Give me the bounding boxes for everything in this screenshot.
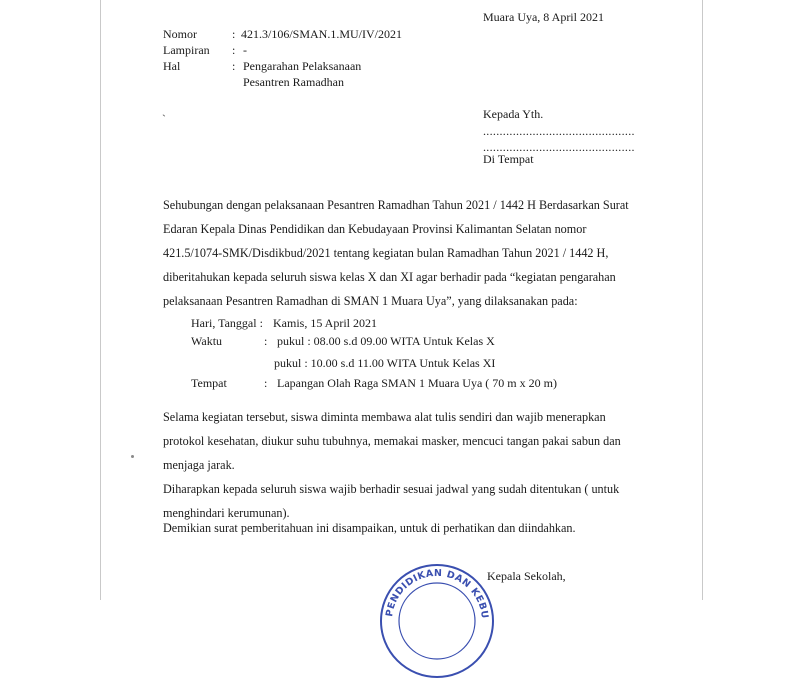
header-label-nomor: Nomor bbox=[163, 27, 197, 41]
schedule-time-1: pukul : 08.00 s.d 09.00 WITA Untuk Kelas X bbox=[277, 334, 495, 348]
body1-line: Sehubungan dengan pelaksanaan Pesantren Ramadhan Tahun 2021 / 1442 H Berdasarkan Surat bbox=[163, 198, 629, 212]
recipient-place: Di Tempat bbox=[483, 152, 534, 166]
recipient-dots-1: .............................................. bbox=[483, 124, 635, 138]
place-date: Muara Uya, 8 April 2021 bbox=[483, 10, 604, 24]
recipient-greeting: Kepada Yth. bbox=[483, 107, 544, 121]
schedule-time-sep: : bbox=[264, 334, 268, 348]
schedule-time-label: Waktu bbox=[191, 334, 223, 348]
header-sep-hal: : bbox=[232, 59, 236, 73]
header-label-hal: Hal bbox=[163, 59, 181, 73]
school-stamp-seal bbox=[378, 562, 496, 680]
schedule-date-label: Hari, Tanggal : bbox=[191, 316, 263, 330]
schedule-place-sep: : bbox=[264, 376, 268, 390]
header-value-hal-line2: Pesantren Ramadhan bbox=[243, 75, 344, 89]
schedule-place-label: Tempat bbox=[191, 376, 227, 390]
body1-line: diberitahukan kepada seluruh siswa kelas X dan XI agar berhadir pada “kegiatan pengarahan bbox=[163, 270, 616, 284]
header-value-hal: Pengarahan Pelaksanaan bbox=[243, 59, 362, 73]
body1-line: Edaran Kepala Dinas Pendidikan dan Kebudayaan Provinsi Kalimantan Selatan nomor bbox=[163, 222, 587, 236]
body2-line: menghindari kerumunan). bbox=[163, 506, 290, 520]
body1-line: pelaksanaan Pesantren Ramadhan di SMAN 1 Muara Uya”, yang dilaksanakan pada: bbox=[163, 294, 578, 308]
body1-line: 421.5/1074-SMK/Disdikbud/2021 tentang kegiatan bulan Ramadhan Tahun 2021 / 1442 H, bbox=[163, 246, 609, 260]
body2-line: Diharapkan kepada seluruh siswa wajib berhadir sesuai jadwal yang sudah ditentukan ( untuk bbox=[163, 482, 620, 496]
body2-line: protokol kesehatan, diukur suhu tubuhnya, memakai masker, mencuci tangan pakai sabun dan bbox=[163, 434, 621, 448]
header-sep-nomor: : bbox=[232, 27, 236, 41]
scan-speck bbox=[131, 455, 134, 458]
body2-line: menjaga jarak. bbox=[163, 458, 235, 472]
stray-mark: ` bbox=[162, 112, 166, 126]
closing-sentence: Demikian surat pemberitahuan ini disampaikan, untuk di perhatikan dan diindahkan. bbox=[163, 521, 576, 535]
body-paragraph-2 bbox=[163, 405, 626, 525]
schedule-time-2: pukul : 10.00 s.d 11.00 WITA Untuk Kelas XI bbox=[274, 356, 496, 370]
recipient-dots-2: .............................................. bbox=[483, 140, 635, 154]
header-sep-lampiran: : bbox=[232, 43, 236, 57]
stamp-text: PENDIDIKAN DAN KEBU bbox=[384, 567, 491, 620]
schedule-place-value: Lapangan Olah Raga SMAN 1 Muara Uya ( 70 m x 20 m) bbox=[277, 376, 557, 390]
page-right-border bbox=[702, 0, 703, 600]
signature-title: Kepala Sekolah, bbox=[487, 569, 566, 583]
page-left-border bbox=[100, 0, 101, 600]
header-value-lampiran: - bbox=[243, 43, 247, 57]
schedule-date-value: Kamis, 15 April 2021 bbox=[273, 316, 377, 330]
body2-line: Selama kegiatan tersebut, siswa diminta membawa alat tulis sendiri dan wajib menerapkan bbox=[163, 410, 606, 424]
header-value-nomor: 421.3/106/SMAN.1.MU/IV/2021 bbox=[241, 27, 403, 41]
header-label-lampiran: Lampiran bbox=[163, 43, 210, 57]
body-paragraph-1 bbox=[163, 193, 629, 313]
